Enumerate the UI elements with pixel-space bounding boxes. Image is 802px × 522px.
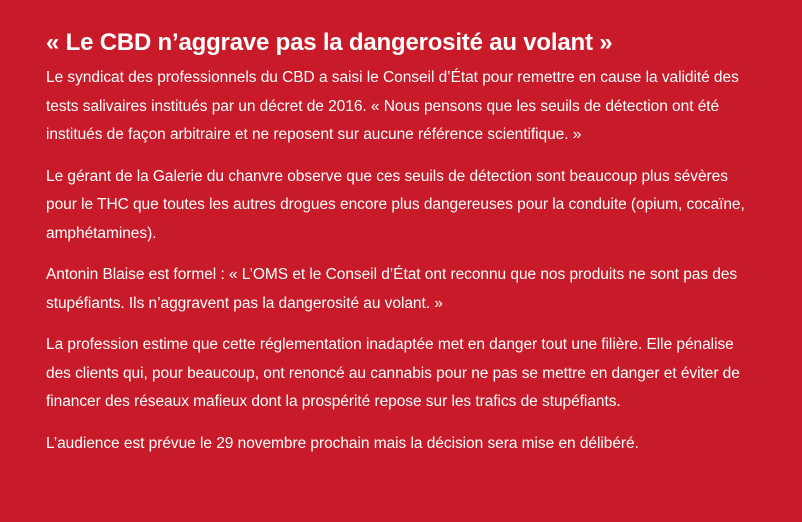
article-paragraph-5: L’audience est prévue le 29 novembre prochain mais la décision sera mise en délibéré.	[46, 434, 639, 452]
article-paragraph-1: Le syndicat des professionnels du CBD a saisi le Conseil d’État pour remettre en cause la validité des tests salivaires institués par un décret de 2016. « Nous pensons que les seuils de détection ont été institués de façon arbitraire et ne reposent sur aucune référence scientifique. »	[46, 69, 739, 143]
article-paragraph-3: Antonin Blaise est formel : « L’OMS et le Conseil d’État ont reconnu que nos produits ne sont pas des stupéfiants. Ils n’aggravent pas la dangerosité au volant. »	[46, 266, 738, 312]
article-paragraph-2: Le gérant de la Galerie du chanvre observe que ces seuils de détection sont beaucoup plus sévères pour le THC que toutes les autres drogues encore plus dangereuses pour la conduite (opium, cocaïne, amphétamines).	[46, 167, 745, 242]
article-headline: « Le CBD n’aggrave pas la dangerosité au volant »	[46, 29, 613, 56]
article-paragraph-4: La profession estime que cette réglementation inadaptée met en danger tout une filière. Elle pénalise des clients qui, pour beaucoup, ont renoncé au cannabis pour ne pas se mettre en danger et éviter de financer des réseaux mafieux dont la prospérité repose sur les trafics de stupéfiants.	[46, 336, 740, 410]
